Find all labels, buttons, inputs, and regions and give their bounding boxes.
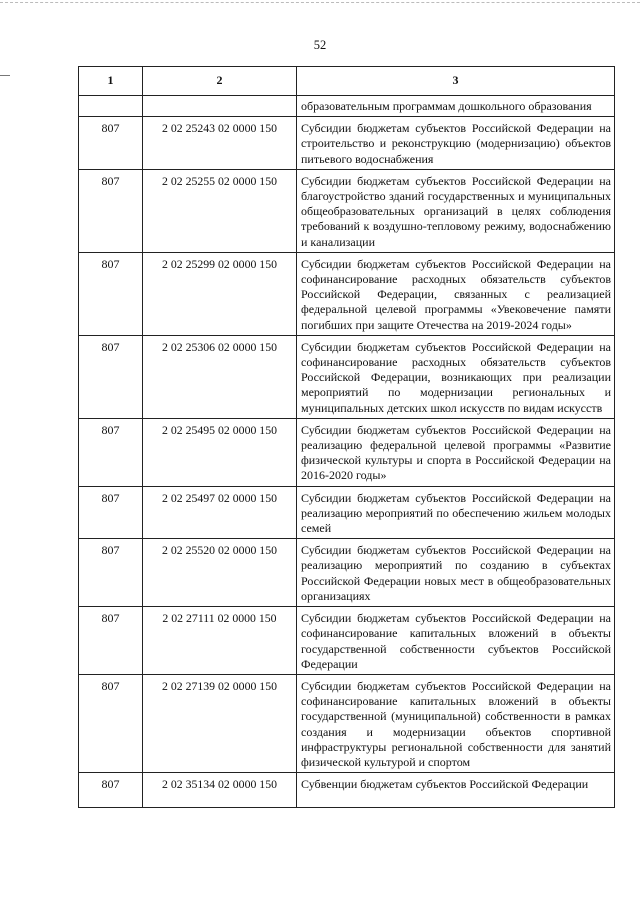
budget-code-cell: [143, 96, 297, 117]
table-row: [79, 169, 615, 252]
scan-margin-mark: [0, 75, 10, 76]
admin-code-cell: 807: [79, 169, 143, 252]
budget-code-cell: 2 02 27139 02 0000 150: [143, 674, 297, 772]
admin-code-cell: 807: [79, 674, 143, 772]
budget-code-cell: 2 02 35134 02 0000 150: [143, 773, 297, 808]
admin-code-cell: 807: [79, 335, 143, 418]
description-cell: Субсидии бюджетам субъектов Российской Федерации на реализацию мероприятий по обеспечению жильем молодых семей: [297, 486, 615, 539]
description-cell: Субсидии бюджетам субъектов Российской Федерации на строительство и реконструкцию (модернизацию) объектов питьевого водоснабжения: [297, 117, 615, 170]
description-cell: Субсидии бюджетам субъектов Российской Федерации на софинансирование капитальных вложений в объекты государственной (муниципальной) собственности в рамках создания и модернизации объектов спортивной инфраструктуры региональной собственности для занятий физической культурой и спортом: [297, 674, 615, 772]
column-header-3: 3: [297, 67, 615, 96]
admin-code-cell: 807: [79, 486, 143, 539]
description-cell: Субвенции бюджетам субъектов Российской Федерации: [297, 773, 615, 808]
admin-code-cell: [79, 96, 143, 117]
scan-top-edge: [0, 2, 640, 4]
table-row: [79, 539, 615, 607]
budget-code-cell: 2 02 25495 02 0000 150: [143, 418, 297, 486]
budget-code-cell: 2 02 27111 02 0000 150: [143, 607, 297, 675]
column-header-2: 2: [143, 67, 297, 96]
description-cell: Субсидии бюджетам субъектов Российской Федерации на софинансирование капитальных вложений в объекты государственной собственности субъектов Российской Федерации: [297, 607, 615, 675]
budget-code-cell: 2 02 25255 02 0000 150: [143, 169, 297, 252]
budget-code-cell: 2 02 25299 02 0000 150: [143, 252, 297, 335]
admin-code-cell: 807: [79, 252, 143, 335]
description-cell: Субсидии бюджетам субъектов Российской Федерации на реализацию мероприятий по созданию в субъектах Российской Федерации новых мест в общеобразовательных организациях: [297, 539, 615, 607]
page-number: 52: [313, 38, 327, 52]
budget-code-cell: 2 02 25243 02 0000 150: [143, 117, 297, 170]
budget-code-cell: 2 02 25306 02 0000 150: [143, 335, 297, 418]
budget-code-cell: 2 02 25520 02 0000 150: [143, 539, 297, 607]
table-row: [79, 674, 615, 772]
admin-code-cell: 807: [79, 773, 143, 808]
column-header-1: 1: [79, 67, 143, 96]
budget-revenue-table: [78, 66, 615, 808]
table-row: [79, 252, 615, 335]
admin-code-cell: 807: [79, 607, 143, 675]
table-row: [79, 418, 615, 486]
table-row-continuation: [79, 96, 615, 117]
description-cell: Субсидии бюджетам субъектов Российской Федерации на софинансирование расходных обязательств субъектов Российской Федерации, возникающих при реализации мероприятий по модернизации региональных и муниципальных детских школ искусств по видам искусств: [297, 335, 615, 418]
table-row: [79, 773, 615, 808]
admin-code-cell: 807: [79, 418, 143, 486]
table-header-row: [79, 67, 615, 96]
admin-code-cell: 807: [79, 539, 143, 607]
description-cell: образовательным программам дошкольного образования: [297, 96, 615, 117]
description-cell: Субсидии бюджетам субъектов Российской Федерации на благоустройство зданий государственных и муниципальных общеобразовательных организаций в целях соблюдения требований к воздушно-тепловому режиму, водоснабжению и канализации: [297, 169, 615, 252]
table-row: [79, 335, 615, 418]
description-cell: Субсидии бюджетам субъектов Российской Федерации на реализацию федеральной целевой программы «Развитие физической культуры и спорта в Российской Федерации на 2016-2020 годы»: [297, 418, 615, 486]
table-row: [79, 117, 615, 170]
table-row: [79, 486, 615, 539]
description-cell: Субсидии бюджетам субъектов Российской Федерации на софинансирование расходных обязательств субъектов Российской Федерации, связанных с реализацией федеральной целевой программы «Увековечение памяти погибших при защите Отечества на 2019-2024 годы»: [297, 252, 615, 335]
budget-code-cell: 2 02 25497 02 0000 150: [143, 486, 297, 539]
admin-code-cell: 807: [79, 117, 143, 170]
table-row: [79, 607, 615, 675]
